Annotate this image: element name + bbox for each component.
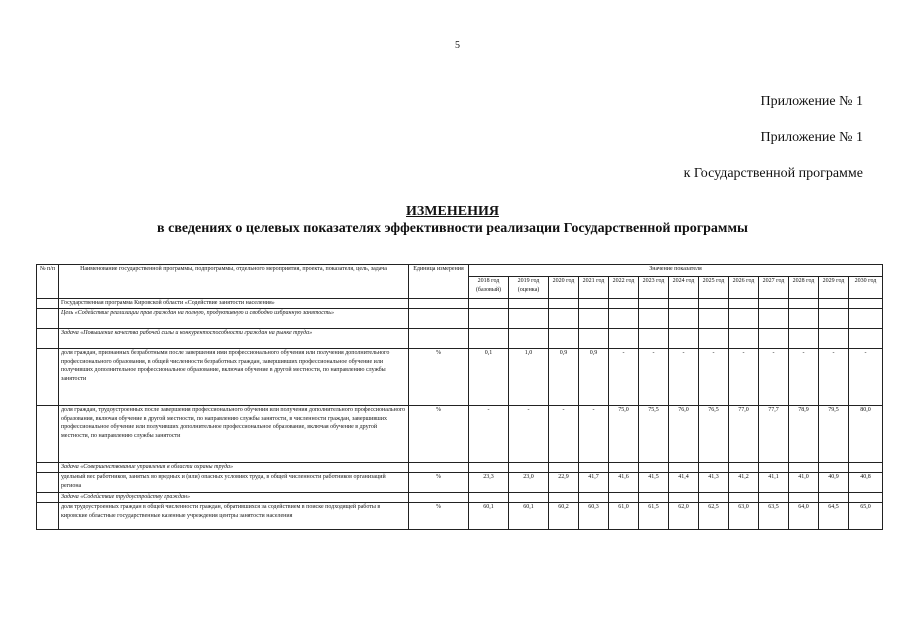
row-value-cell: 63,0	[729, 503, 759, 530]
row-value-cell	[669, 493, 699, 503]
row-value-cell	[509, 299, 549, 309]
row-unit-cell: %	[409, 503, 469, 530]
row-value-cell	[699, 309, 729, 329]
row-value-cell	[789, 329, 819, 349]
row-value-cell: 41,3	[699, 473, 729, 493]
row-value-cell: -	[549, 406, 579, 463]
row-value-cell: 64,0	[789, 503, 819, 530]
row-value-cell	[729, 329, 759, 349]
row-value-cell: 40,9	[819, 473, 849, 493]
header-year: 2021 год	[579, 277, 609, 299]
header-year: 2024 год	[669, 277, 699, 299]
row-value-cell: 0,1	[469, 349, 509, 406]
row-value-cell	[549, 493, 579, 503]
row-value-cell: 22,9	[549, 473, 579, 493]
row-unit-cell: %	[409, 473, 469, 493]
row-value-cell	[609, 329, 639, 349]
row-value-cell: 60,1	[509, 503, 549, 530]
table-row	[37, 329, 883, 349]
row-value-cell	[639, 309, 669, 329]
header-year: 2028 год	[789, 277, 819, 299]
header-year: 2029 год	[819, 277, 849, 299]
row-value-cell	[609, 493, 639, 503]
row-value-cell	[849, 329, 883, 349]
row-unit-cell	[409, 309, 469, 329]
row-value-cell: 76,5	[699, 406, 729, 463]
row-value-cell	[729, 309, 759, 329]
row-value-cell	[579, 463, 609, 473]
row-value-cell	[759, 493, 789, 503]
header-year: 2030 год	[849, 277, 883, 299]
header-values-group: Значение показателя	[469, 265, 883, 277]
row-value-cell	[669, 463, 699, 473]
row-value-cell	[729, 299, 759, 309]
row-value-cell	[579, 493, 609, 503]
row-number-cell	[37, 309, 59, 329]
appendix-line-3: к Государственной программе	[683, 166, 863, 181]
row-value-cell: 0,9	[579, 349, 609, 406]
row-value-cell	[639, 463, 669, 473]
row-number-cell	[37, 299, 59, 309]
row-unit-cell: %	[409, 406, 469, 463]
row-value-cell: 61,0	[609, 503, 639, 530]
row-name-cell: Задача «Содействие трудоустройству граждан»	[59, 493, 409, 503]
row-value-cell	[549, 329, 579, 349]
row-value-cell: -	[729, 349, 759, 406]
row-number-cell	[37, 406, 59, 463]
row-value-cell: 60,3	[579, 503, 609, 530]
row-name-cell: доля граждан, признанных безработными после завершения ими профессионального обучения или получения дополнительного профессионального образования, в общей численности безработных граждан, завершивших профессиональное обучение или получивших дополнительное профессиональное образование, включая обучение в другой местности, по направлению службы занятости	[59, 349, 409, 406]
row-value-cell	[759, 463, 789, 473]
row-value-cell: 41,4	[669, 473, 699, 493]
table-row	[37, 493, 883, 503]
table-row	[37, 299, 883, 309]
row-value-cell: -	[759, 349, 789, 406]
row-value-cell: -	[639, 349, 669, 406]
row-value-cell: -	[509, 406, 549, 463]
row-value-cell	[579, 299, 609, 309]
row-value-cell	[469, 329, 509, 349]
row-value-cell	[549, 463, 579, 473]
row-name-cell: доля граждан, трудоустроенных после завершения профессионального обучения или получения дополнительного профессионального образования, включая обучение в другой местности, по направлению службы занятости, в численности граждан, завершивших профессиональное обучение или получивших дополнительное профессиональное образование, включая обучение в другой местности, по направлению службы занятости	[59, 406, 409, 463]
table-row	[37, 309, 883, 329]
header-year: 2022 год	[609, 277, 639, 299]
row-value-cell	[759, 329, 789, 349]
row-value-cell	[699, 329, 729, 349]
row-value-cell	[469, 299, 509, 309]
row-name-cell: доля трудоустроенных граждан в общей численности граждан, обратившихся за содействием в поиске подходящей работы в кировские областные государственные казенные учреждения центры занятости населения	[59, 503, 409, 530]
table-row	[37, 473, 883, 493]
row-value-cell: 41,5	[639, 473, 669, 493]
row-value-cell	[549, 299, 579, 309]
row-value-cell	[729, 493, 759, 503]
row-value-cell: 77,0	[729, 406, 759, 463]
row-value-cell: 76,0	[669, 406, 699, 463]
row-value-cell	[789, 309, 819, 329]
row-number-cell	[37, 329, 59, 349]
row-value-cell	[579, 309, 609, 329]
row-number-cell	[37, 463, 59, 473]
header-year: 2018 год (базовый)	[469, 277, 509, 299]
row-value-cell: -	[819, 349, 849, 406]
table-row	[37, 503, 883, 530]
row-unit-cell	[409, 463, 469, 473]
row-value-cell: 23,0	[509, 473, 549, 493]
row-value-cell	[639, 329, 669, 349]
row-value-cell	[469, 463, 509, 473]
row-value-cell: 80,0	[849, 406, 883, 463]
row-value-cell: 41,1	[759, 473, 789, 493]
document-subtitle: в сведениях о целевых показателях эффективности реализации Государственной программы	[157, 221, 748, 236]
row-value-cell: 75,0	[609, 406, 639, 463]
row-value-cell	[609, 299, 639, 309]
row-unit-cell	[409, 329, 469, 349]
header-number: № п/п	[37, 265, 59, 299]
row-value-cell: 0,9	[549, 349, 579, 406]
row-value-cell	[729, 463, 759, 473]
row-value-cell: 41,6	[609, 473, 639, 493]
row-value-cell: 64,5	[819, 503, 849, 530]
row-value-cell	[699, 299, 729, 309]
row-value-cell	[789, 493, 819, 503]
row-value-cell: 61,5	[639, 503, 669, 530]
row-value-cell	[819, 299, 849, 309]
row-unit-cell	[409, 493, 469, 503]
header-name: Наименование государственной программы, подпрограммы, отдельного мероприятия, проекта, показателя, цель, задача	[59, 265, 409, 299]
row-value-cell	[469, 493, 509, 503]
row-name-cell: Государственная программа Кировской области «Содействие занятости населения»	[59, 299, 409, 309]
row-value-cell: -	[579, 406, 609, 463]
row-value-cell: 60,1	[469, 503, 509, 530]
row-value-cell: 78,9	[789, 406, 819, 463]
row-value-cell: -	[699, 349, 729, 406]
row-name-cell: удельный вес работников, занятых во вредных и (или) опасных условиях труда, в общей численности работников организаций региона	[59, 473, 409, 493]
row-name-cell: Цель «Содействие реализации прав граждан на полную, продуктивную и свободно избранную занятость»	[59, 309, 409, 329]
row-value-cell	[699, 493, 729, 503]
header-year: 2025 год	[699, 277, 729, 299]
row-value-cell	[469, 309, 509, 329]
row-value-cell	[669, 299, 699, 309]
row-value-cell	[699, 463, 729, 473]
table-row	[37, 349, 883, 406]
row-value-cell: 1,0	[509, 349, 549, 406]
row-number-cell	[37, 473, 59, 493]
row-number-cell	[37, 349, 59, 406]
row-name-cell: Задача «Совершенствование управления в области охраны труда»	[59, 463, 409, 473]
row-value-cell	[509, 463, 549, 473]
appendix-line-2: Приложение № 1	[760, 130, 863, 145]
header-year: 2023 год	[639, 277, 669, 299]
row-value-cell: 60,2	[549, 503, 579, 530]
row-name-cell: Задача «Повышение качества рабочей силы и конкурентоспособности граждан на рынке труда»	[59, 329, 409, 349]
row-unit-cell	[409, 299, 469, 309]
row-number-cell	[37, 493, 59, 503]
row-value-cell: -	[849, 349, 883, 406]
row-value-cell	[849, 493, 883, 503]
row-value-cell	[789, 299, 819, 309]
row-value-cell: 62,0	[669, 503, 699, 530]
row-value-cell: 41,7	[579, 473, 609, 493]
header-year: 2027 год	[759, 277, 789, 299]
row-value-cell: -	[609, 349, 639, 406]
table-row	[37, 406, 883, 463]
row-value-cell	[509, 493, 549, 503]
row-value-cell	[849, 463, 883, 473]
header-year: 2026 год	[729, 277, 759, 299]
row-value-cell	[819, 329, 849, 349]
row-value-cell	[509, 309, 549, 329]
appendix-line-1: Приложение № 1	[760, 94, 863, 109]
row-value-cell	[789, 463, 819, 473]
row-number-cell	[37, 503, 59, 530]
row-value-cell	[759, 299, 789, 309]
header-year: 2020 год	[549, 277, 579, 299]
row-value-cell	[639, 299, 669, 309]
page-number: 5	[455, 40, 460, 51]
row-value-cell: 41,2	[729, 473, 759, 493]
row-value-cell: -	[669, 349, 699, 406]
row-value-cell	[759, 309, 789, 329]
row-value-cell	[549, 309, 579, 329]
row-value-cell: 23,3	[469, 473, 509, 493]
row-value-cell: -	[469, 406, 509, 463]
row-value-cell	[849, 299, 883, 309]
row-value-cell: 65,0	[849, 503, 883, 530]
row-value-cell: -	[789, 349, 819, 406]
row-value-cell: 77,7	[759, 406, 789, 463]
row-value-cell	[609, 463, 639, 473]
row-value-cell	[579, 329, 609, 349]
indicators-table	[36, 264, 883, 530]
row-value-cell	[819, 463, 849, 473]
row-value-cell: 63,5	[759, 503, 789, 530]
row-value-cell: 41,0	[789, 473, 819, 493]
row-value-cell	[609, 309, 639, 329]
row-value-cell	[819, 309, 849, 329]
row-value-cell	[669, 309, 699, 329]
row-value-cell: 79,5	[819, 406, 849, 463]
row-value-cell: 40,8	[849, 473, 883, 493]
row-value-cell	[849, 309, 883, 329]
row-value-cell	[819, 493, 849, 503]
row-value-cell	[639, 493, 669, 503]
document-title: ИЗМЕНЕНИЯ	[406, 204, 499, 219]
header-year: 2019 год (оценка)	[509, 277, 549, 299]
row-value-cell	[509, 329, 549, 349]
row-value-cell: 62,5	[699, 503, 729, 530]
row-value-cell	[669, 329, 699, 349]
row-unit-cell: %	[409, 349, 469, 406]
table-row	[37, 463, 883, 473]
row-value-cell: 75,5	[639, 406, 669, 463]
header-unit: Единица измерения	[409, 265, 469, 299]
